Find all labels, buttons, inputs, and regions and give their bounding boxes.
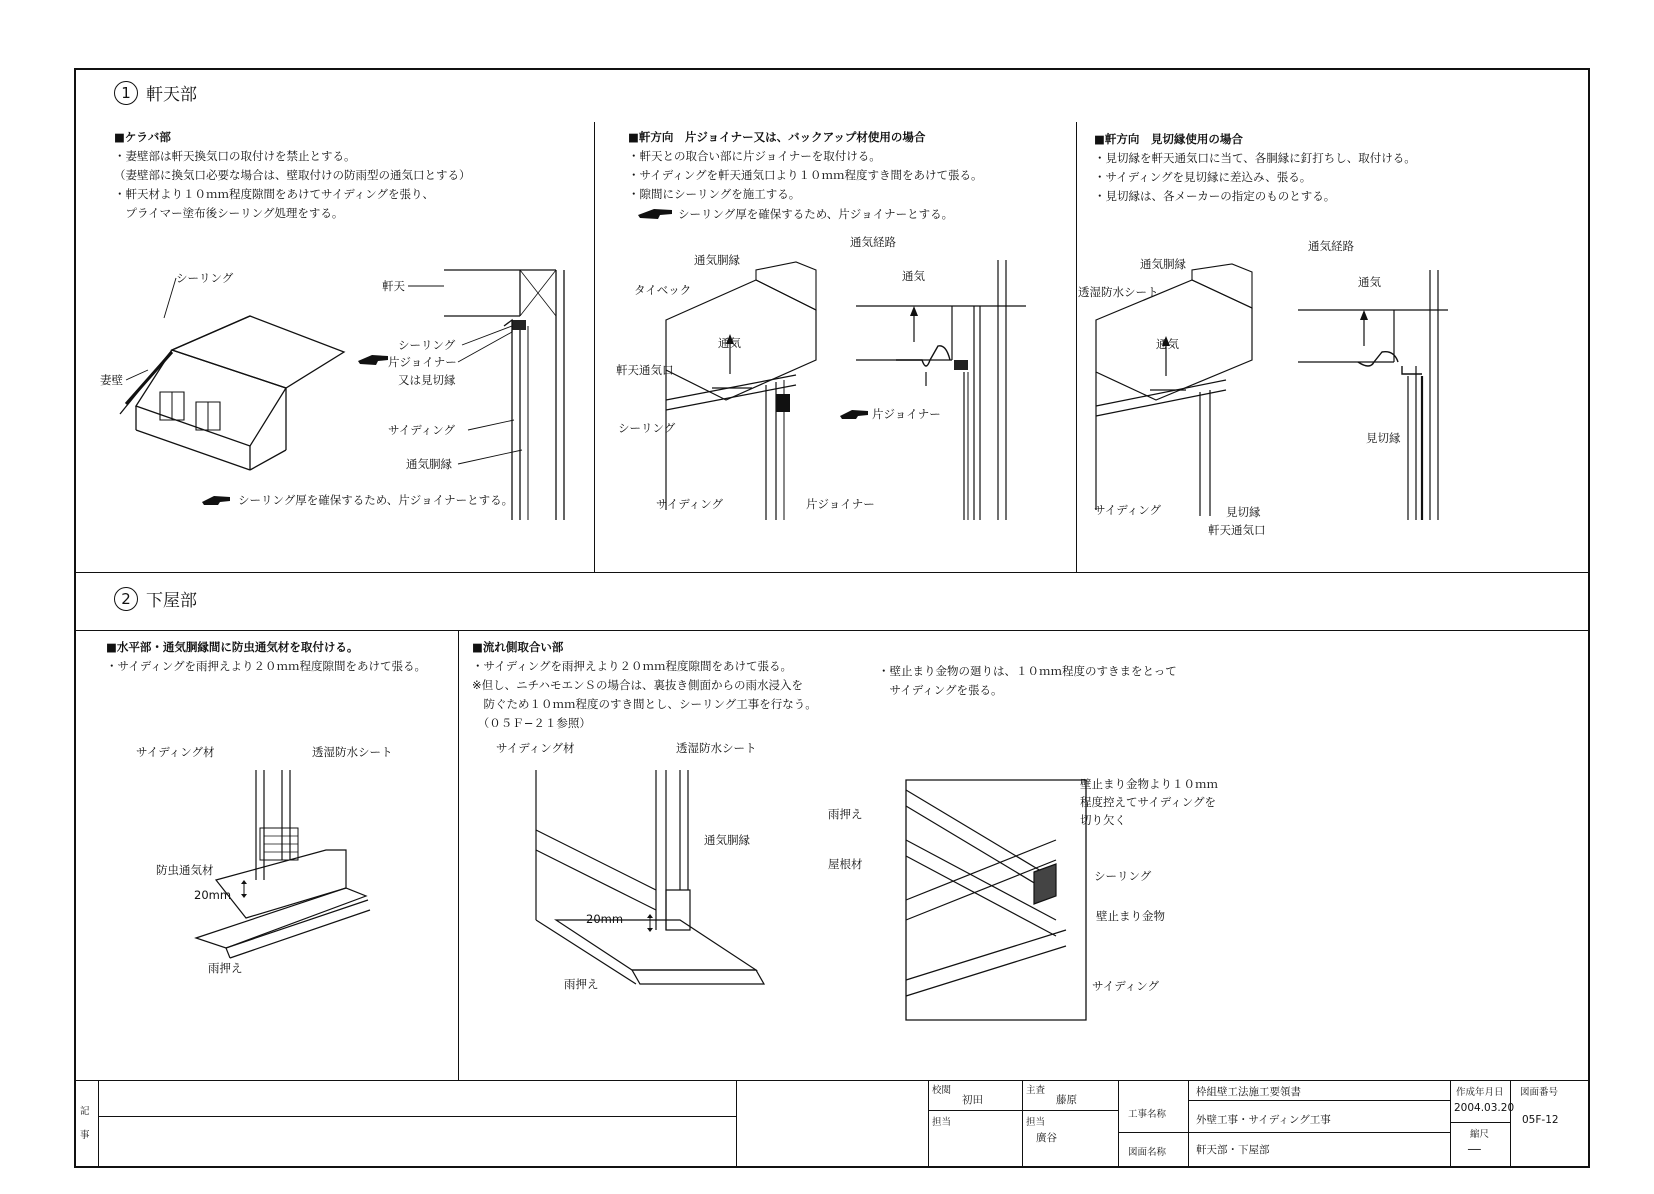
label-soffit: 軒天 — [382, 279, 405, 293]
panel-footnote: シーリング厚を確保するため、片ジョイナーとする。 — [238, 493, 514, 507]
note-line: ・サイディングを軒天通気口より１０ｍｍ程度すき間をあけて張る。 — [628, 168, 983, 182]
label-joiner: 片ジョイナー — [388, 355, 457, 369]
label-furring: 通気胴縁 — [406, 457, 452, 471]
note-line: サイディングを張る。 — [878, 683, 1003, 697]
pointing-hand-icon — [358, 352, 390, 366]
panel-divider — [594, 122, 595, 572]
note-line: ・サイディングを雨押えより２０ｍｍ程度隙間をあけて張る。 — [106, 659, 427, 673]
wall-stopper-figure — [876, 780, 1096, 1030]
tb-drawing-label: 図面名称 — [1128, 1147, 1167, 1158]
tb-divider — [1118, 1080, 1119, 1168]
callout-note: シーリング厚を確保するため、片ジョイナーとする。 — [678, 207, 954, 221]
note-line: （妻壁部に換気口必要な場合は、壁取付けの防雨型の通気口とする） — [114, 168, 471, 182]
label-membrane: 透湿防水シート — [676, 741, 757, 755]
label-furring: 通気胴縁 — [694, 253, 740, 267]
note-line: ■ケラバ部 — [114, 130, 171, 144]
label-furring: 通気胴縁 — [704, 833, 750, 847]
label-air: 通気 — [1156, 337, 1179, 351]
tb-scale: ── — [1468, 1144, 1481, 1156]
mikiri-section-figure — [1298, 270, 1458, 520]
label-soffit-vent: 軒天通気口 — [616, 363, 674, 377]
note-line: 防ぐため１０ｍｍ程度のすき間とし、シーリング工事を行なう。 — [472, 697, 817, 711]
tb-divider — [1188, 1080, 1189, 1168]
label-flashing: 雨押え — [208, 961, 243, 975]
label-joiner: 片ジョイナー — [872, 407, 941, 421]
label-note: 程度控えてサイディングを — [1080, 795, 1217, 809]
section-heading — [114, 586, 197, 611]
note-line: ■軒方向 片ジョイナー又は、バックアップ材使用の場合 — [628, 130, 926, 144]
panel-divider — [1076, 122, 1077, 572]
tb-row — [928, 1110, 1118, 1111]
label-mikiri: 見切縁 — [1226, 505, 1261, 519]
horizontal-flashing-figure — [136, 770, 456, 1070]
joiner-perspective-figure — [656, 270, 856, 530]
sloped-flashing-figure — [516, 770, 836, 1070]
tb-drawing-name: 軒天部・下屋部 — [1196, 1144, 1270, 1156]
tb-date: 2004.03.20 — [1454, 1102, 1515, 1114]
label-tyvek: タイベック — [634, 283, 692, 297]
section-divider — [76, 572, 1588, 573]
tb-scale-label: 縮尺 — [1470, 1129, 1490, 1140]
label-membrane: 透湿防水シート — [1078, 285, 1159, 299]
note-line: ・軒天材より１０ｍｍ程度隙間をあけてサイディングを張り、 — [114, 187, 435, 201]
label-mikiri: 見切縁 — [1366, 431, 1401, 445]
label-sealing: シーリング — [176, 271, 234, 285]
label-siding: サイディング — [656, 497, 724, 511]
tb-row — [1188, 1100, 1450, 1101]
tb-divider — [1510, 1080, 1511, 1168]
tb-row — [1450, 1122, 1510, 1123]
joiner-section-figure — [856, 260, 1056, 520]
label-air: 通気 — [718, 336, 741, 350]
label-membrane: 透湿防水シート — [312, 745, 393, 759]
tb-project-line1: 枠組壁工法施工要領書 — [1196, 1086, 1301, 1098]
label-sealing: シーリング — [1094, 869, 1152, 883]
panel-divider — [458, 630, 459, 1080]
section-number: 2 — [114, 587, 138, 611]
note-line: ・サイディングを見切縁に差込み、張る。 — [1094, 170, 1312, 184]
tb-charge-label: 担当 — [932, 1117, 952, 1128]
tb-remarks-label: 記事 — [80, 1106, 90, 1141]
section-title: 下屋部 — [146, 591, 197, 611]
section-number: 1 — [114, 81, 138, 105]
tb-divider — [98, 1080, 99, 1168]
panel-notes — [106, 638, 426, 676]
note-line: ■軒方向 見切縁使用の場合 — [1094, 132, 1243, 146]
label-siding: サイディング — [388, 423, 456, 437]
tb-check-label: 校閲 — [932, 1085, 952, 1096]
label-note: 壁止まり金物より１０ｍｍ — [1080, 777, 1218, 791]
label-gap: 20mm — [194, 888, 232, 902]
note-line: ・隙間にシーリングを施工する。 — [628, 187, 801, 201]
tb-divider — [1022, 1080, 1023, 1168]
label-stopper: 壁止まり金物 — [1096, 909, 1165, 923]
tb-number: 05F-12 — [1522, 1114, 1559, 1126]
note-line: ■流れ側取合い部 — [472, 640, 564, 654]
note-line: ・壁止まり金物の廻りは、１０ｍｍ程度のすきまをとって — [878, 664, 1177, 678]
tb-project-label: 工事名称 — [1128, 1109, 1167, 1120]
note-line: プライマー塗布後シーリング処理をする。 — [114, 206, 344, 220]
panel-notes — [878, 662, 1177, 700]
tb-divider — [736, 1080, 737, 1168]
label-gap: 20mm — [586, 912, 624, 926]
note-line: （０５Ｆ−２１参照） — [472, 716, 591, 730]
label-air: 通気 — [902, 269, 925, 283]
note-line: ・見切縁は、各メーカーの指定のものとする。 — [1094, 189, 1336, 203]
label-air-path: 通気経路 — [850, 235, 896, 249]
label-gable-wall: 妻壁 — [100, 373, 123, 387]
panel-notes — [472, 638, 817, 733]
note-line: ■水平部・通気胴縁間に防虫通気材を取付ける。 — [106, 640, 359, 654]
tb-charge-name: 廣谷 — [1036, 1132, 1057, 1144]
label-insect-vent: 防虫通気材 — [156, 863, 214, 877]
label-sealing: シーリング — [618, 421, 676, 435]
label-flashing: 雨押え — [564, 977, 599, 991]
panel-notes — [1094, 130, 1416, 206]
label-note: 切り欠く — [1080, 813, 1126, 827]
pointing-hand-icon — [840, 408, 870, 420]
label-soffit-vent: 軒天通気口 — [1208, 523, 1266, 537]
tb-divider — [1450, 1080, 1451, 1168]
label-siding: サイディング — [1094, 503, 1162, 517]
tb-check-name: 初田 — [962, 1094, 983, 1106]
tb-date-label: 作成年月日 — [1456, 1087, 1504, 1098]
note-line: ※但し、ニチハモエンＳの場合は、裏抜き側面からの雨水浸入を — [472, 678, 803, 692]
label-air-path: 通気経路 — [1308, 239, 1354, 253]
section-divider — [76, 630, 1588, 631]
label-siding: サイディング — [1092, 979, 1160, 993]
tb-project-line2: 外壁工事・サイディング工事 — [1196, 1114, 1331, 1126]
mikiri-perspective-figure — [1096, 280, 1296, 520]
panel-notes — [628, 128, 983, 204]
tb-lead-name: 藤原 — [1056, 1094, 1077, 1106]
note-line: ・妻壁部は軒天換気口の取付けを禁止とする。 — [114, 149, 356, 163]
label-siding: サイディング材 — [496, 741, 575, 755]
title-block-divider — [76, 1080, 1588, 1081]
label-roof: 屋根材 — [828, 857, 863, 871]
tb-row — [98, 1116, 736, 1117]
note-line: ・サイディングを雨押えより２０ｍｍ程度隙間をあけて張る。 — [472, 659, 793, 673]
label-or-mikiri: 又は見切縁 — [398, 373, 456, 387]
tb-number-label: 図面番号 — [1520, 1087, 1559, 1098]
tb-row — [1118, 1132, 1450, 1133]
section-title: 軒天部 — [146, 85, 197, 105]
drawing-sheet — [74, 68, 1590, 1168]
tb-lead-label: 主査 — [1026, 1085, 1046, 1096]
label-joiner: 片ジョイナー — [806, 497, 875, 511]
label-air: 通気 — [1358, 275, 1381, 289]
label-flashing: 雨押え — [828, 807, 863, 821]
label-sealing: シーリング — [398, 338, 456, 352]
label-furring: 通気胴縁 — [1140, 257, 1186, 271]
label-siding: サイディング材 — [136, 745, 215, 759]
pointing-hand-icon — [202, 494, 232, 506]
note-line: ・軒天との取合い部に片ジョイナーを取付ける。 — [628, 149, 881, 163]
pointing-hand-icon — [638, 206, 674, 220]
tb-divider — [928, 1080, 929, 1168]
note-line: ・見切縁を軒天通気口に当て、各胴縁に釘打ちし、取付ける。 — [1094, 151, 1416, 165]
tb-charge-label: 担当 — [1026, 1117, 1046, 1128]
